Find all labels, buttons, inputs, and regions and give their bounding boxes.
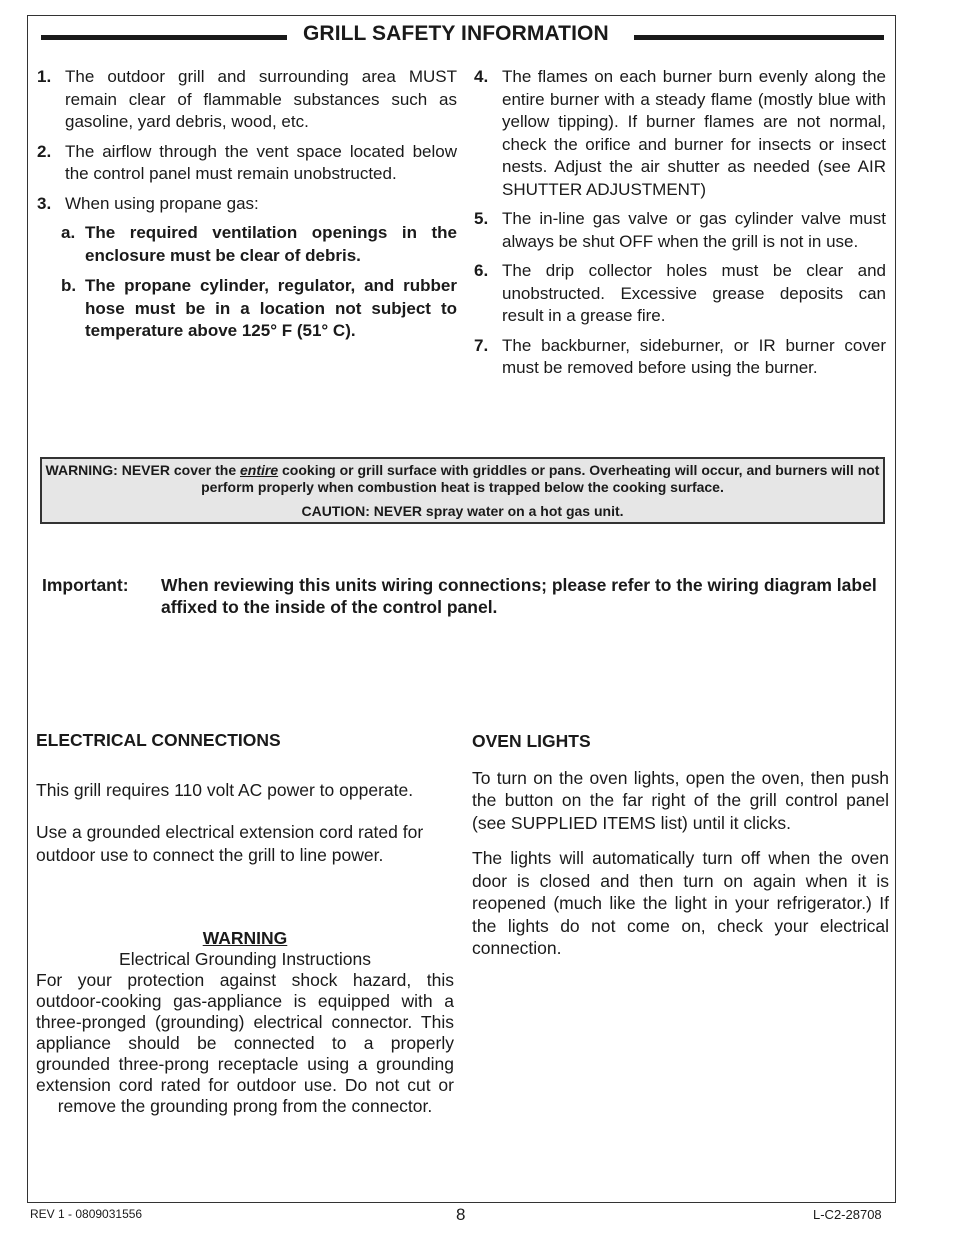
warning-text: WARNING: NEVER cover the entire cooking or grill surface with griddles or pans. Overheating will occur, and burners will not perform properly when combustion heat is trapped below the cooking surface. (45, 462, 880, 495)
safety-list-right (474, 66, 886, 387)
list-item: 1. The outdoor grill and surrounding area MUST remain clear of flammable substances such as gasoline, yard debris, wood, etc. (37, 67, 457, 131)
important-text: When reviewing this units wiring connections; please refer to the wiring diagram label affixed to the inside of the control panel. (161, 575, 877, 617)
safety-list-left (37, 66, 457, 351)
oven-lights-p2: The lights will automatically turn off when the oven door is closed and then turn on again when it is reopened (much like the light in your refrigerator.) If the lights do not come on, check your electrical connection. (472, 848, 889, 958)
list-item: 6. The drip collector holes must be clear and unobstructed. Excessive grease deposits can result in a grease fire. (474, 261, 886, 325)
electrical-heading: ELECTRICAL CONNECTIONS (36, 730, 281, 750)
caution-text: CAUTION: NEVER spray water on a hot gas unit. (301, 503, 624, 519)
warning-box (40, 457, 885, 524)
grounding-warning-title: WARNING (202, 928, 288, 948)
section-header (41, 22, 884, 52)
grounding-warning-subtitle: Electrical Grounding Instructions (119, 949, 371, 969)
revision-code: REV 1 - 0809031556 (30, 1207, 143, 1221)
oven-lights-heading: OVEN LIGHTS (472, 731, 591, 751)
sub-item: a. The required ventilation openings in the enclosure must be clear of debris. (61, 223, 457, 265)
oven-lights-section (472, 730, 889, 960)
grounding-warning (36, 928, 454, 1117)
electrical-section (36, 729, 454, 1117)
title-rule-left (41, 35, 287, 40)
list-item: 4. The flames on each burner burn evenly along the entire burner with a steady flame (mostly blue with yellow tipping). If burner flames are not normal, check the orifice and burner for insects or insect nests. Adjust the air shutter as needed (see AIR SHUTTER ADJUSTMENT) (474, 67, 886, 199)
list-item: 5. The in-line gas valve or gas cylinder valve must always be shut OFF when the grill is not in use. (474, 209, 886, 251)
electrical-p2: Use a grounded electrical extension cord rated for outdoor use to connect the grill to line power. (36, 822, 424, 865)
document-code: L-C2-28708 (813, 1207, 882, 1222)
electrical-p1: This grill requires 110 volt AC power to opperate. (36, 779, 414, 800)
important-label: Important: (42, 575, 129, 595)
page-number: 8 (456, 1205, 466, 1224)
grounding-warning-text: For your protection against shock hazard, this outdoor-cooking gas-appliance is equipped with a three-pronged (grounding) electrical connector. This appliance should be connected to a properly grounded three-prong receptacle using a grounding extension cord rated for outdoor use. Do not cut or remove the grounding prong from the connector. (36, 970, 454, 1116)
oven-lights-p1: To turn on the oven lights, open the oven, then push the button on the far right of the grill control panel (see SUPPLIED ITEMS list) until it clicks. (472, 767, 889, 833)
list-item: 7. The backburner, sideburner, or IR burner cover must be removed before using the burner. (474, 335, 886, 377)
list-item: 2. The airflow through the vent space located below the control panel must remain unobstructed. (37, 141, 457, 183)
list-item: 3. When using propane gas: (37, 193, 259, 213)
page-title: GRILL SAFETY INFORMATION (303, 22, 609, 45)
title-rule-right (634, 35, 884, 40)
sub-item: b. The propane cylinder, regulator, and rubber hose must be in a location not subject to temperature above 125° F (51° C). (61, 276, 457, 340)
